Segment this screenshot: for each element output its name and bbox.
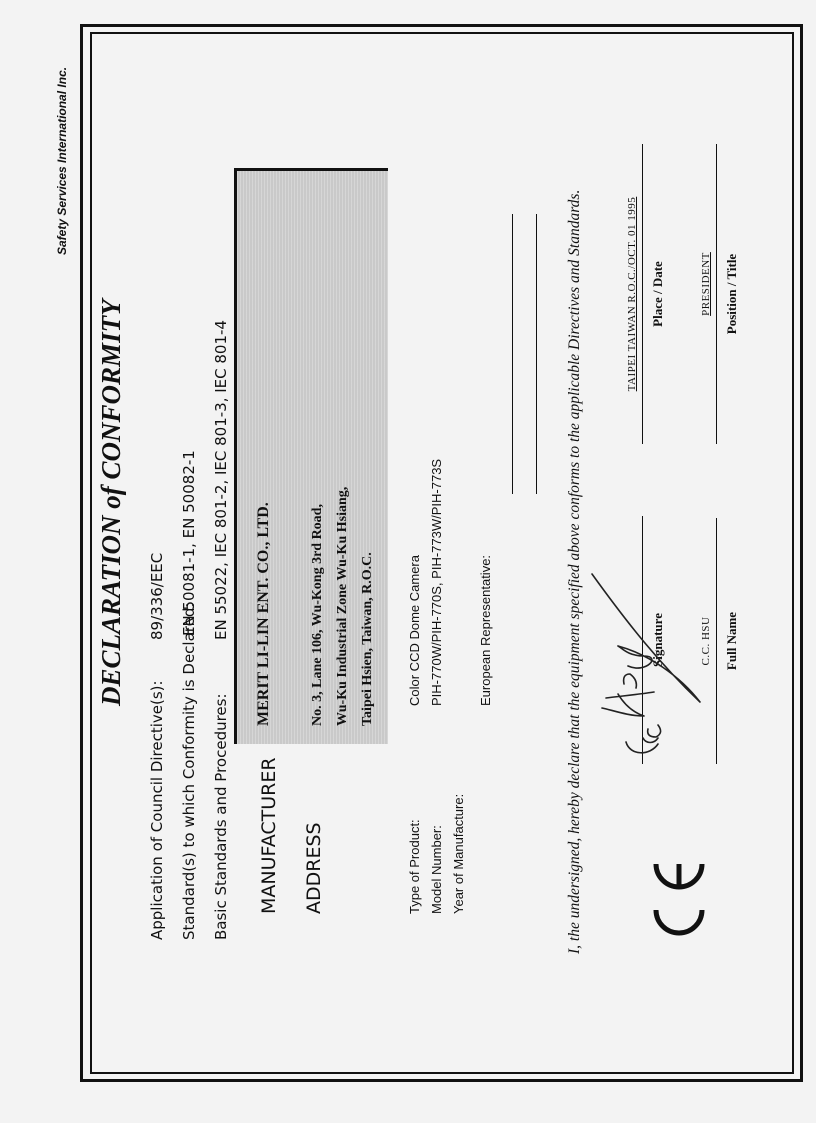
basic-standards-label: Basic Standards and Procedures: <box>212 693 230 940</box>
year-of-manufacture-label: Year of Manufacture: <box>451 793 466 914</box>
full-name-caption: Full Name <box>724 611 739 671</box>
ce-mark-icon <box>650 854 708 950</box>
position-caption: Position / Title <box>724 253 739 335</box>
position-line <box>716 144 717 444</box>
directive-label: Application of Council Directive(s): <box>148 680 166 940</box>
signature-caption: Signature <box>650 613 665 667</box>
product-type-value: Color CCD Dome Camera <box>407 555 422 706</box>
standards-value: EN 50081-1, EN 50082-1 <box>180 450 198 636</box>
european-representative-line-1 <box>512 214 513 494</box>
european-representative-line-2 <box>536 214 537 494</box>
address-line-2: Wu-Ku Industrial Zone Wu-Ku Hsiang, <box>335 486 350 726</box>
standards-label: Standard(s) to which Conformity is Declared: <box>180 602 198 940</box>
declaration-statement: I, the undersigned, hereby declare that the equipment specified above conforms to the applicable Directives and Standards. <box>566 189 583 954</box>
manufacturer-name: MERIT LI-LIN ENT. CO., LTD. <box>255 502 272 726</box>
directive-value: 89/336/EEC <box>148 552 166 640</box>
full-name-value: C.C. HSU <box>700 616 712 666</box>
declaration-sheet <box>90 32 794 1074</box>
place-date-value: TAIPEI TAIWAN R.O.C./OCT. 01 1995 <box>626 196 638 392</box>
product-values <box>404 459 448 706</box>
product-type-label: Type of Product: <box>407 819 422 914</box>
handwritten-signature <box>588 534 708 774</box>
place-date-caption: Place / Date <box>650 261 665 327</box>
manufacturer-address <box>305 487 380 726</box>
publisher-name: Safety Services International Inc. <box>55 66 69 255</box>
product-labels <box>404 794 470 914</box>
manufacturer-box <box>234 168 388 744</box>
document-title: DECLARATION of CONFORMITY <box>96 299 126 706</box>
address-line-3: Taipei Hsien, Taiwan, R.O.C. <box>360 552 375 726</box>
basic-standards-value: EN 55022, IEC 801-2, IEC 801-3, IEC 801-4 <box>212 320 230 640</box>
address-line-1: No. 3, Lane 106, Wu-Kong 3rd Road, <box>310 504 325 726</box>
model-number-label: Model Number: <box>429 825 444 914</box>
model-number-value: PIH-770W/PIH-770S, PIH-773W/PIH-773S <box>429 458 444 706</box>
address-label: ADDRESS <box>303 822 325 914</box>
manufacturer-label: MANUFACTURER <box>258 757 280 914</box>
place-date-line <box>642 144 643 444</box>
position-value: PRESIDENT <box>700 252 712 316</box>
european-representative-label: European Representative: <box>478 554 493 706</box>
full-name-line <box>716 518 717 764</box>
